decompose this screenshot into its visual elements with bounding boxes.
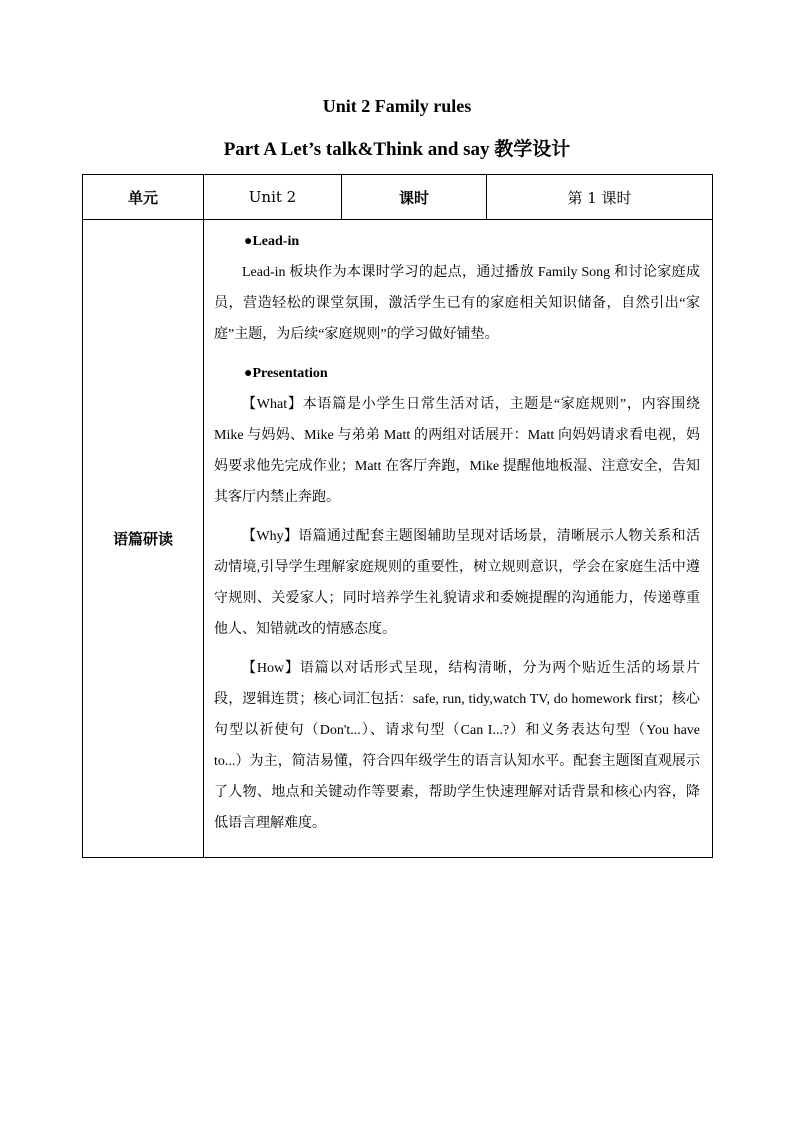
row-label-cell: 语篇研读 xyxy=(83,220,204,858)
text-analysis-row xyxy=(83,220,713,858)
lesson-value-cell: 第 1 课时 xyxy=(487,175,713,220)
content-cell xyxy=(204,220,713,858)
lesson-plan-table xyxy=(82,174,713,858)
lead-in-paragraph: Lead-in 板块作为本课时学习的起点，通过播放 Family Song 和讨论家庭成员，营造轻松的课堂氛围，激活学生已有的家庭相关知识储备，自然引出“家庭”主题，为后续“家庭规则”的学习做好铺垫。 xyxy=(214,265,700,342)
section-heading-lead-in: ●Lead-in xyxy=(244,234,300,249)
document-subtitle: Part A Let’s talk&Think and say 教学设计 xyxy=(223,139,571,160)
document-title: Unit 2 Family rules xyxy=(322,96,472,116)
section-heading-presentation: ●Presentation xyxy=(244,366,328,381)
why-paragraph: 【Why】语篇通过配套主题图辅助呈现对话场景，清晰展示人物关系和活动情境,引导学生理解家庭规则的重要性，树立规则意识，学会在家庭生活中遵守规则、关爱家人；同时培养学生礼貌请求和委婉提醒的沟通能力，传递尊重他人、知错就改的情感态度。 xyxy=(214,529,700,637)
header-row xyxy=(83,175,713,220)
unit-label-cell: 单元 xyxy=(83,175,204,220)
lesson-label-cell: 课时 xyxy=(342,175,487,220)
unit-value-cell: Unit 2 xyxy=(204,175,342,220)
how-paragraph: 【How】语篇以对话形式呈现，结构清晰，分为两个贴近生活的场景片段，逻辑连贯；核心词汇包括：safe, run, tidy,watch TV, do homework first；核心句型以祈使句（Don't...）、请求句型（Can I...?）和义务表达句型（You have to...）为主，简洁易懂，符合四年级学生的语言认知水平。配套主题图直观展示了人物、地点和关键动作等要素，帮助学生快速理解对话背景和核心内容，降低语言理解难度。 xyxy=(214,661,700,831)
what-paragraph: 【What】本语篇是小学生日常生活对话，主题是“家庭规则”，内容围绕 Mike 与妈妈、Mike 与弟弟 Matt 的两组对话展开：Matt 向妈妈请求看电视，妈妈要求他先完成作业；Matt 在客厅奔跑，Mike 提醒他地板湿、注意安全，告知其客厅内禁止奔跑。 xyxy=(214,397,700,505)
